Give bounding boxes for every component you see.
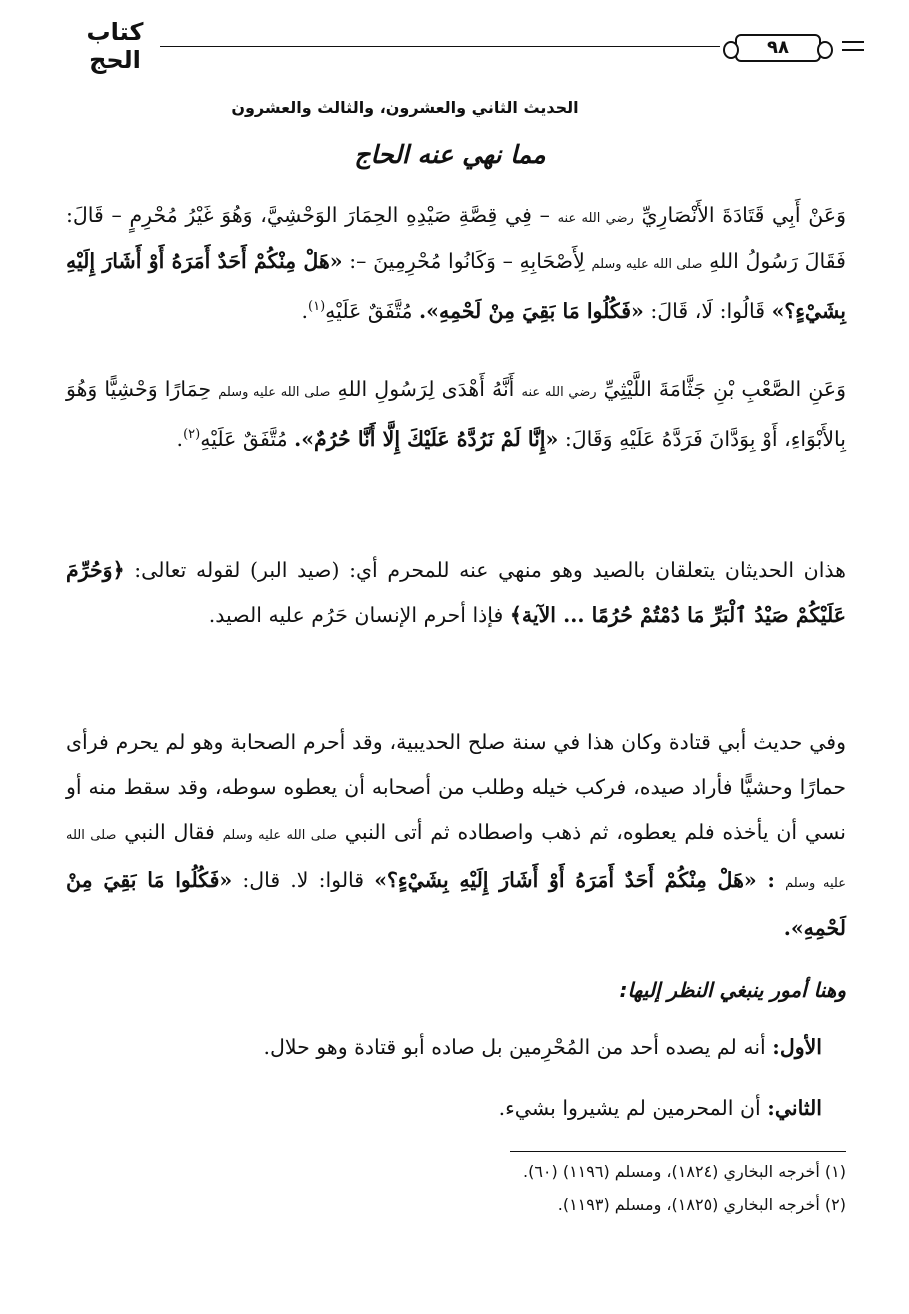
hadith-2-intro: وَعَنِ الصَّعْبِ بْنِ جَثَّامَةَ اللَّيْثِيِّ bbox=[603, 377, 846, 401]
footnote-2: (٢) أخرجه البخاري (١٨٢٥)، ومسلم (١١٩٣). bbox=[557, 1195, 846, 1214]
hadith-1-quote: «فَكُلُوا مَا بَقِيَ مِنْ لَحْمِهِ». bbox=[419, 298, 644, 323]
hadith-1-text: قَالُوا: لَا، قَالَ: bbox=[650, 298, 766, 323]
explanation-2-text: وفي حديث أبي قتادة وكان هذا في سنة صلح الحديبية، وقد أحرم الصحابة وهو لم يحرم فرأى حمارًا وحشيًّا فأراد صيده، فركب خيله وطلب من أصحابه أن يعطوه سوطه، وقد سقط منه أو نسي أن يأخذه فلم يعطوه، ثم ذهب واصطاده ثم أتى النبي bbox=[66, 730, 846, 844]
hadith-2: وَعَنِ الصَّعْبِ بْنِ جَثَّامَةَ اللَّيْثِيِّ رضي الله عنه أَنَّهُ أَهْدَى لِرَسُولِ اللهِ صلى الله عليه وسلم حِمَارًا وَحْشِيًّا وَهُوَ بِالأَبْوَاءِ، أَوْ بِوَدَّانَ فَرَدَّهُ عَلَيْهِ وَقَالَ: «إِنَّا لَمْ نَرُدَّهُ عَلَيْكَ إِلَّا أَنَّا حُرُمٌ». مُتَّفَقٌ عَلَيْهِ$^{(٢)}$. bbox=[66, 377, 846, 451]
hadith-1-text: لِأَصْحَابِهِ – وَكَانُوا مُحْرِمِينَ –: bbox=[349, 249, 585, 273]
matter-first-label: الأول: bbox=[772, 1035, 822, 1059]
explanation-2 bbox=[66, 720, 846, 951]
header-ornament bbox=[842, 41, 864, 51]
matters-heading: وهنا أمور ينبغي النظر إليها: bbox=[619, 978, 846, 1002]
explanation-2-text: فقال النبي bbox=[124, 820, 215, 844]
honorific: رضي الله عنه bbox=[557, 211, 634, 226]
page-number: ٩٨ bbox=[735, 34, 821, 62]
explanation-1-text: هذان الحديثان يتعلقان بالصيد وهو منهي عنه للمحرم أي: (صيد البر) لقوله تعالى: bbox=[134, 558, 846, 582]
matter-second-text: أن المحرمين لم يشيروا بشيء. bbox=[498, 1096, 761, 1120]
matter-second bbox=[66, 1096, 846, 1120]
honorific: صلى الله عليه وسلم bbox=[218, 385, 331, 400]
honorific: صلى الله عليه وسلم bbox=[591, 257, 703, 272]
matter-first bbox=[66, 1035, 846, 1059]
header-rule bbox=[160, 46, 720, 47]
footnote-1: (١) أخرجه البخاري (١٨٢٤)، ومسلم (١١٩٦) (٦٠). bbox=[522, 1162, 846, 1181]
hadith-1: وَعَنْ أَبِي قَتَادَةَ الأَنْصَارِيِّ رضي الله عنه – فِي قِصَّةِ صَيْدِهِ الحِمَارَ الوَحْشِيَّ، وَهُوَ غَيْرُ مُحْرِمٍ – قَالَ: فَقَالَ رَسُولُ اللهِ صلى الله عليه وسلم لِأَصْحَابِهِ – وَكَانُوا مُحْرِمِينَ –: «هَلْ مِنْكُمْ أَحَدٌ أَمَرَهُ أَوْ أَشَارَ إِلَيْهِ بِشَيْءٍ؟» قَالُوا: لَا، قَالَ: «فَكُلُوا مَا بَقِيَ مِنْ لَحْمِهِ». مُتَّفَقٌ عَلَيْهِ$^{(١)}$. bbox=[66, 203, 846, 323]
hadith-2-text: حِمَارًا وَحْشِيًّا وَهُوَ بِالأَبْوَاءِ، أَوْ بِوَدَّانَ فَرَدَّهُ عَلَيْهِ وَقَالَ: bbox=[66, 377, 846, 451]
matter-first-text: أنه لم يصده أحد من المُحْرِمين بل صاده أبو قتادة وهو حلال. bbox=[263, 1035, 766, 1059]
explanation-2-quote: : «هَلْ مِنْكُمْ أَحَدٌ أَمَرَهُ أَوْ أَشَارَ إِلَيْهِ بِشَيْءٍ؟» bbox=[374, 868, 776, 892]
explanation-2-quote: «فَكُلُوا مَا بَقِيَ مِنْ لَحْمِهِ». bbox=[66, 868, 846, 940]
hadith-1-ending: مُتَّفَقٌ عَلَيْهِ bbox=[325, 298, 413, 323]
matter-second-label: الثاني: bbox=[767, 1096, 822, 1120]
hadith-1-text: – فِي قِصَّةِ صَيْدِهِ الحِمَارَ الوَحْشِيَّ، وَهُوَ غَيْرُ مُحْرِمٍ – قَالَ: فَقَالَ رَسُولُ اللهِ bbox=[66, 203, 846, 273]
section-title: مما نهي عنه الحاج bbox=[354, 140, 546, 169]
hadith-2-text: أَنَّهُ أَهْدَى لِرَسُولِ اللهِ bbox=[337, 377, 515, 401]
hadith-1-quote: «هَلْ مِنْكُمْ أَحَدٌ أَمَرَهُ أَوْ أَشَارَ إِلَيْهِ بِشَيْءٍ؟» bbox=[66, 249, 846, 323]
honorific: رضي الله عنه bbox=[521, 385, 597, 400]
book-title: كتاب الحج bbox=[86, 18, 144, 74]
footnote-ref[interactable]: (٢) bbox=[183, 427, 201, 442]
hadith-2-quote: «إِنَّا لَمْ نَرُدَّهُ عَلَيْكَ إِلَّا أَنَّا حُرُمٌ». bbox=[294, 426, 559, 451]
hadith-1-intro: وَعَنْ أَبِي قَتَادَةَ الأَنْصَارِيِّ bbox=[641, 203, 846, 227]
footnote-ref[interactable]: (١) bbox=[308, 299, 326, 314]
footnote-rule bbox=[510, 1151, 846, 1152]
hadith-2-ending: مُتَّفَقٌ عَلَيْهِ bbox=[200, 426, 288, 451]
honorific: صلى الله عليه وسلم bbox=[222, 828, 337, 843]
explanation-2-text: قالوا: لا. قال: bbox=[242, 868, 365, 892]
quran-verse: ﴿وَحُرِّمَ عَلَيْكُمْ صَيْدُ ٱلْبَرِّ مَا دُمْتُمْ حُرُمًا ... الآية﴾ bbox=[66, 558, 846, 627]
explanation-1-text: فإذا أحرم الإنسان حَرُم عليه الصيد. bbox=[208, 603, 504, 627]
honorific: صلى الله عليه وسلم bbox=[66, 828, 846, 891]
explanation-1 bbox=[66, 548, 846, 638]
section-subtitle: الحديث الثاني والعشرون، والثالث والعشرون bbox=[231, 98, 579, 117]
